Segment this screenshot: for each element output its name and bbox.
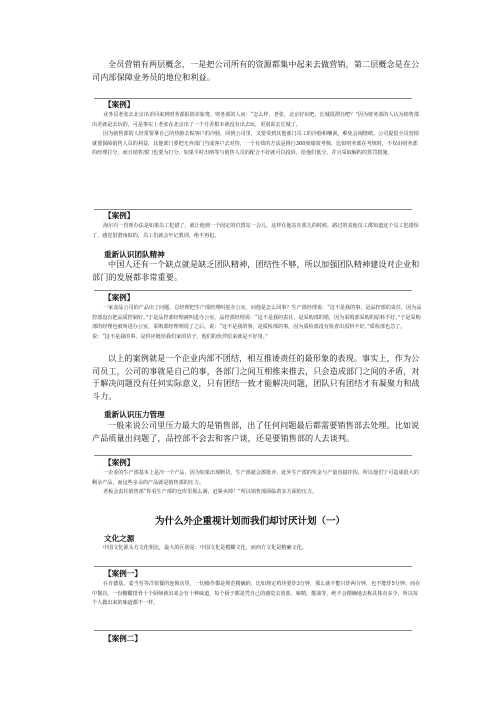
section-heading-team: 重新认识团队精神 — [104, 250, 165, 259]
case1-para2: 因为销售部的人经常要拿自己的热脸去贴客户的冷脸，回到公司里，又要受到其他部门员工的冷脸和嘲讽，难免会闹情绪。公司提倡全员营销就要保障销售人员的利益，其他部门要把无弃部门当成客户去对待，一个有效的方法是推行360度绩效考核，比如财务部在考核时，不仅由财务部的经理打分，而且销售部门也要为打分，如果平时出纳等与销售人员的配合不好就可以投诉，给他们低分，并且采取解约的惩罚措施。 — [92, 131, 419, 157]
case4-para2: 老板会责任销售部“你看生产部的仓库里那么满，赶紧卖掉！”所以销售部面临着多方面的压力。 — [103, 489, 318, 496]
section-heading-culture: 文化之源 — [104, 534, 135, 543]
case-divider — [94, 98, 412, 99]
team-para1: 中国人还有一个缺点就是缺乏团队精神，团结性不够，所以加强团队精神建设对企业和部门的发展都非常重要。 — [92, 259, 420, 282]
case-divider — [94, 290, 412, 291]
case-divider — [94, 566, 412, 567]
case-label: 【案例二】 — [104, 634, 142, 643]
pressure-body — [92, 419, 422, 444]
case1-body — [92, 111, 422, 159]
case-one-para1: 在肯德基，麦当劳等洋快餐的连锁店里，一切操作都是规范精确的，比如规定鸡块要炸3分钟，那么就不能只炸两分钟，也不能炸5分钟；而在中餐店，一份糖醋排骨十个厨师就出来会有十种味道，每个厨子都是凭自己的感觉去放盐、味精、酱油等，绝不会精确地去称具体有多少，所以每个人做出来的味道都不一样。 — [92, 581, 421, 607]
case4-para1: 一企业的生产部基本上是冷一个产品，因为如果出现断货，生产部就会挨批评，此外生产部的奖金与产量直接挂钩，所以他们宁可造成很大的剩余产品，而这些多余的产品就是销售部的压力。 — [92, 470, 419, 486]
case3-para2: 以上的案例就是一个企业内部不团结，相互推诿责任的最形象的表现。事实上，作为公司员工，公司的事就是自己的事，各部门之间互相推来推去，只会造成部门之间的矛盾，对于解决问题没有任何实际意义，只有团结一致才能解决问题，团队只有团结才有凝聚力和战斗力。 — [92, 353, 420, 401]
case1-para1: 业务员老张去北京出差回来到财务部报销差旅费，财务部的人问：“怎么样，老张，北京好玩吧，长城很漂亮吧？”因为财务部的人认为销售部出差就是去玩的，可是事实上老张在北京出了一个月差根本就没有出去玩，更别说去长城了。 — [92, 112, 419, 128]
intro-text: 全员营销有两层概念，一是把公司所有的资源都集中起来去做营销，第二层概念是在公司内部保障业务员的地位和利益。 — [92, 59, 420, 82]
case-label: 【案例】 — [104, 100, 135, 109]
case-one-body — [92, 580, 422, 609]
case-divider — [94, 630, 412, 631]
case-label: 【案例】 — [104, 458, 135, 467]
case-divider — [94, 209, 412, 210]
article-title: 为什么外企重视计划而我们却讨厌计划（一） — [154, 516, 345, 527]
pressure-para1: 一般来说公司里压力最大的是销售部，出了任何问题最后都需要销售部去处理。比如说产品质量出问题了，品控部不会去和客户谈，还是要销售部的人去谈判。 — [92, 420, 420, 443]
case3-analysis — [92, 352, 422, 402]
culture-para1: 中国文化源头方文化相比，最大的区别是：中国文化是模糊文化，而西方文化是精确文化。 — [103, 545, 307, 551]
case-label: 【案例】 — [104, 293, 135, 302]
case3-para1: 一家食品公司的产品出了问题，总经理把生产部经理叫进办公室，问他是怎么回事？生产部经理说：“这不是我的事，是品控部的责任，因为品控部没有把品质控制好。”于是品控部经理被叫进办公室，品控部经理说：“这不是我的责任，是采购部的错，因为采购部采购的原料不好。”于是采购部的经理也被叫进办公室，采购部经理则说了之后，说：“这不是我的事，是质检部的事，因为质检部没有检查出原料不好。”质检部也急了，说：“这不是我的事，是供应链给我们家的货子，他们的伙伴原来就是不好用。” — [92, 305, 422, 340]
case-label: 【案例一】 — [104, 569, 142, 578]
section-heading-pressure: 重新认识压力管理 — [104, 410, 165, 419]
case-divider — [94, 455, 412, 456]
case2-body — [92, 222, 422, 241]
case4-body — [92, 469, 422, 498]
intro-paragraph — [92, 58, 422, 83]
case3-body — [92, 304, 422, 342]
culture-body — [92, 544, 422, 554]
team-body — [92, 258, 422, 283]
case2-para1: 海尔有一管理办法是如果员工犯错了，就让他到一个固定的位置站一会儿，这样在他站在那儿的时候，路过的其他员工都知道这个员工犯错误了，感觉很潜南似的，员工们就会牢记教训，绝不再犯。 — [92, 223, 419, 239]
case-label: 【案例】 — [104, 211, 135, 220]
